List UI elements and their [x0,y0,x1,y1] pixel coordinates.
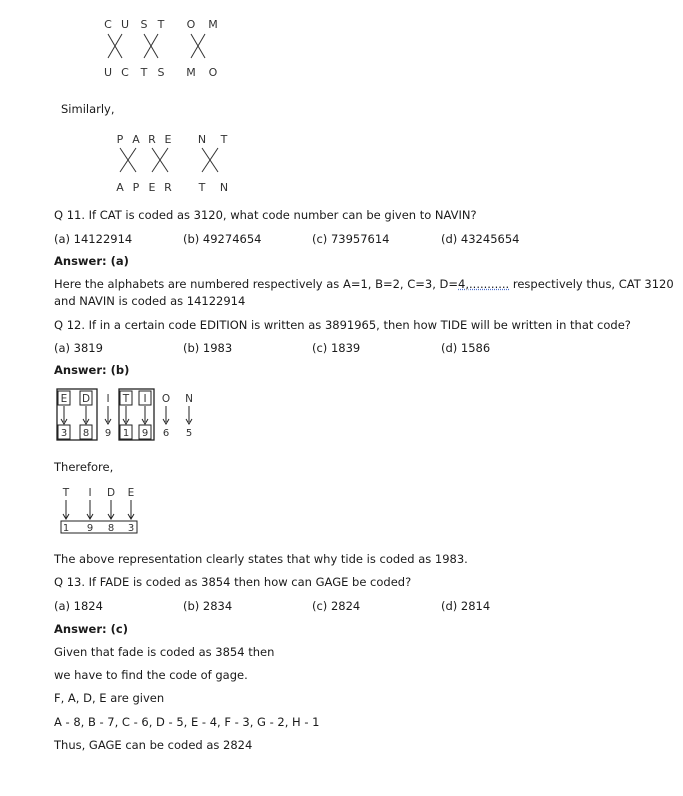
q11-option-b: (b) 49274654 [183,232,262,246]
tide-digit-box [61,521,137,533]
edition-digit-1: 3 [60,428,68,439]
tide-letter-4: E [127,487,135,499]
edition-letter-5: I [143,393,147,405]
custom-bottom-letter-1: U [103,66,113,79]
edition-digit-6: 6 [162,428,170,439]
parent-top-letter-3: R [148,133,156,146]
parent-top-letter-1: P [116,133,124,146]
custom-top-letter-2: U [120,18,130,31]
tide-letter-1: T [62,487,70,499]
parent-top-letter-4: E [164,133,172,146]
custom-bottom-letter-5: M [186,66,196,79]
q12-answer: Answer: (b) [54,363,130,377]
q11-explanation-line2: and NAVIN is coded as 14122914 [54,294,246,308]
tide-letter-2: I [88,487,92,499]
q11-explanation-line1 [54,277,674,291]
edition-letter-2: D [81,393,91,405]
q13-line-1: Given that fade is coded as 3854 then [54,645,275,659]
q12-option-a: (a) 3819 [54,341,103,355]
parent-bottom-letter-6: N [219,181,229,194]
q13-line-2: we have to find the code of gage. [54,668,248,682]
custom-top-letter-6: M [208,18,218,31]
tide-digit-2: 9 [86,523,94,534]
parent-bottom-letter-5: T [198,181,206,194]
q11-option-d: (d) 43245654 [441,232,520,246]
custom-bottom-letter-6: O [208,66,218,79]
q13-line-4: A - 8, B - 7, C - 6, D - 5, E - 4, F - 3, G - 2, H - 1 [54,715,320,729]
q12-option-d: (d) 1586 [441,341,491,355]
edition-digit-2: 8 [82,428,90,439]
parent-top-letter-6: T [220,133,228,146]
custom-top-letter-1: C [104,18,112,31]
q11-expl-part-b: 4,........... [458,277,510,291]
parent-top-letter-5: N [197,133,207,146]
q11-answer: Answer: (a) [54,254,129,268]
tide-code-diagram [59,485,141,537]
q13-option-d: (d) 2814 [441,599,491,613]
q13-answer: Answer: (c) [54,622,128,636]
parent-bottom-letter-1: A [116,181,124,194]
edition-digit-5: 9 [141,428,149,439]
q11-expl-part-a: Here the alphabets are numbered respectively as A=1, B=2, C=3, D= [54,277,459,291]
edition-letter-4: T [122,393,130,405]
edition-letter-3: I [106,393,110,405]
custom-top-letter-5: O [186,18,196,31]
edition-letter-1: E [60,393,68,405]
custom-bottom-letter-4: S [157,66,165,79]
tide-digit-3: 8 [107,523,115,534]
q12-conclusion: The above representation clearly states that why tide is coded as 1983. [54,552,468,566]
q12-question: Q 12. If in a certain code EDITION is written as 3891965, then how TIDE will be written in that code? [54,318,631,332]
edition-code-diagram [56,388,206,444]
edition-digit-4: 1 [122,428,130,439]
custom-top-letter-3: S [140,18,148,31]
parent-cross-diagram [106,130,246,200]
custom-top-letter-4: T [157,18,165,31]
custom-cross-diagram [95,14,235,84]
q11-question: Q 11. If CAT is coded as 3120, what code number can be given to NAVIN? [54,208,477,222]
q13-option-c: (c) 2824 [312,599,361,613]
q12-option-b: (b) 1983 [183,341,233,355]
q13-option-a: (a) 1824 [54,599,103,613]
edition-digit-3: 9 [104,428,112,439]
parent-bottom-letter-4: R [164,181,172,194]
q12-therefore: Therefore, [54,460,114,474]
parent-bottom-letter-3: E [148,181,156,194]
tide-letter-3: D [106,487,116,499]
edition-letter-6: O [161,393,171,405]
q11-expl-part-c: respectively thus, CAT 3120 [509,277,674,291]
q13-line-3: F, A, D, E are given [54,691,165,705]
parent-bottom-letter-2: P [132,181,140,194]
parent-top-letter-2: A [132,133,140,146]
q13-option-b: (b) 2834 [183,599,233,613]
tide-digit-1: 1 [62,523,70,534]
custom-bottom-letter-2: C [121,66,129,79]
q11-option-c: (c) 73957614 [312,232,390,246]
similarly-label: Similarly, [61,102,115,116]
edition-digit-7: 5 [185,428,193,439]
q11-option-a: (a) 14122914 [54,232,133,246]
q13-line-5: Thus, GAGE can be coded as 2824 [54,738,253,752]
tide-digit-4: 3 [127,523,135,534]
edition-letter-7: N [185,393,193,405]
q13-question: Q 13. If FADE is coded as 3854 then how can GAGE be coded? [54,575,412,589]
custom-bottom-letter-3: T [140,66,148,79]
q12-option-c: (c) 1839 [312,341,361,355]
